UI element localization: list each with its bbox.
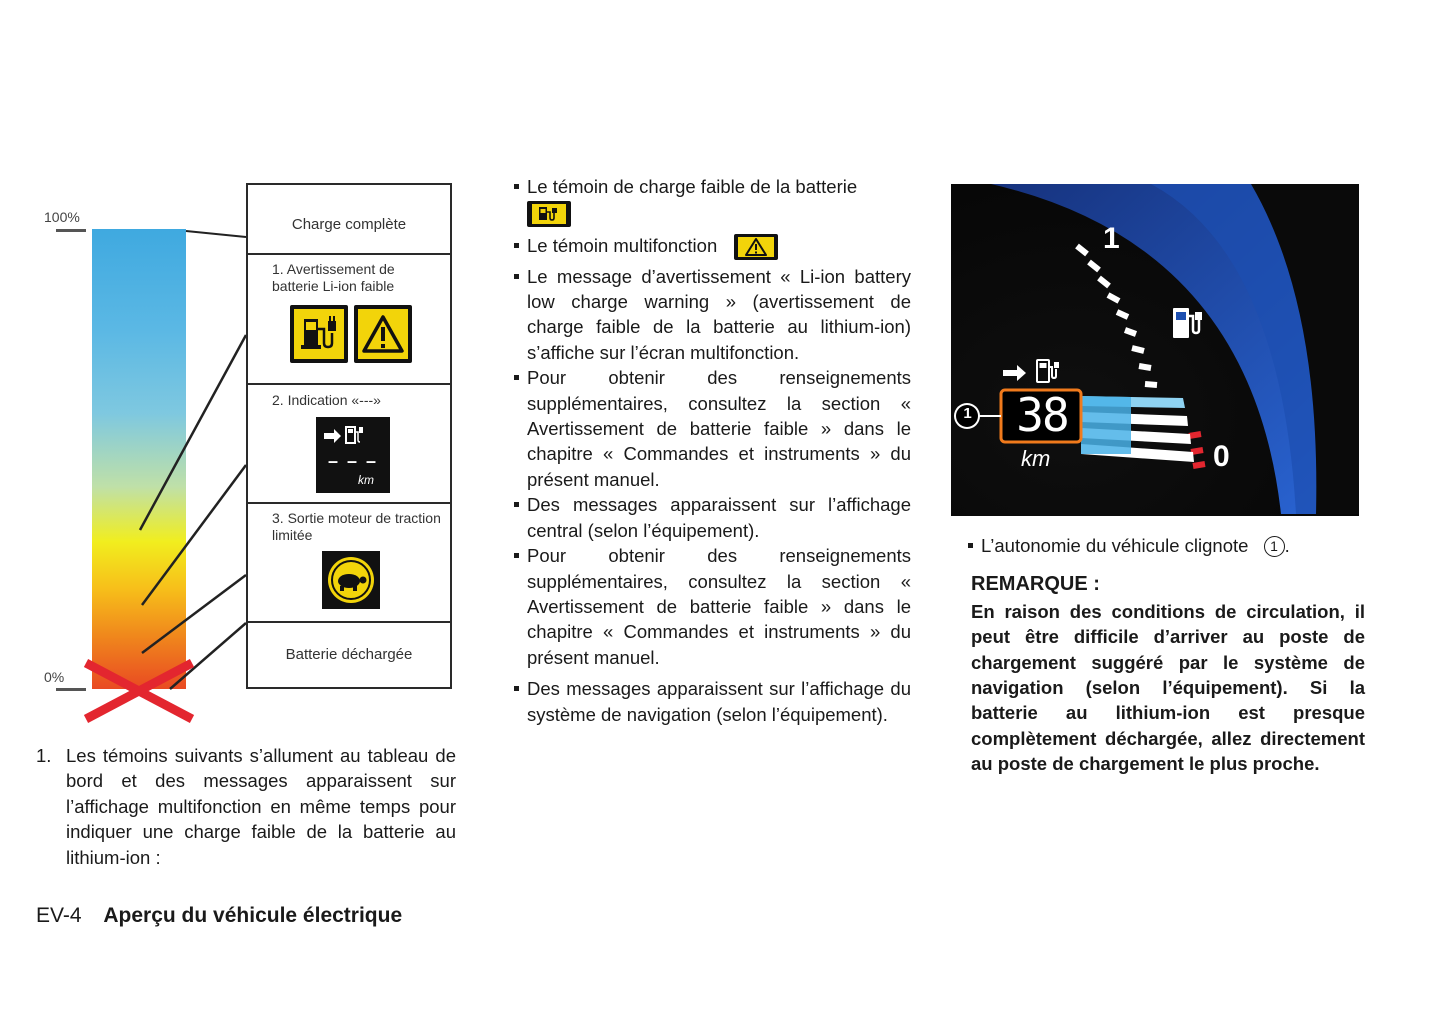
bullet-li-ion-message: Le message d’avertissement « Li-ion battery low charge warning » (avertissement de charge faible de la batterie au lithium-ion) s’affiche sur l’écran multifonction. <box>514 264 911 366</box>
depleted-cross-icon <box>86 663 192 719</box>
remark-body: En raison des conditions de circulation, il peut être difficile d’arriver au poste de chargement suggéré par le système de navigation (selon l’équipement). Si la batterie au lithium-ion est presque complètement déchargée, allez directement au poste de chargement le plus proche. <box>971 600 1365 775</box>
callout-circle: 1 <box>1264 536 1285 557</box>
section-title: Aperçu du véhicule électrique <box>103 904 403 927</box>
intro-paragraph: Les témoins suivants s’allument au tableau de bord et des messages apparaissent sur l’affichage multifonction en même temps pour indiquer une charge faible de la batterie au lithium-ion : <box>66 745 456 868</box>
bullet-text: L’autonomie du véhicule clignote <box>981 535 1249 556</box>
remark-title: REMARQUE : <box>971 573 1100 596</box>
bullet-multifunction-indicator <box>514 233 911 260</box>
dash-readout: – – – <box>327 451 379 471</box>
km-label: km <box>358 473 374 487</box>
bullet-text: Le témoin de charge faible de la batterie <box>527 176 858 197</box>
label-0-percent: 0% <box>44 669 65 685</box>
ev-charge-inline-icon <box>527 201 571 227</box>
range-meter-photo <box>951 184 1359 516</box>
battery-empty-label: Batterie déchargée <box>285 646 413 663</box>
item-dash-indication: 2. Indication «---» <box>272 392 381 408</box>
ev-charge-icon <box>290 305 348 363</box>
bullet-low-charge-indicator <box>514 174 911 227</box>
right-column <box>968 533 1365 777</box>
ev-charge-warning-tile <box>290 305 348 363</box>
page-footer <box>36 904 402 928</box>
middle-column <box>514 174 911 727</box>
label-100-percent: 100% <box>44 209 80 225</box>
bullet-end: . <box>1284 535 1290 556</box>
range-unit: km <box>1021 446 1051 471</box>
meter-graphic <box>951 184 1359 516</box>
turtle-tile <box>322 551 380 609</box>
battery-charge-diagram <box>30 175 460 735</box>
list-number: 1. <box>36 745 52 766</box>
bullet-range-flashes <box>968 533 1365 558</box>
bullet-more-info-2: Pour obtenir des renseignements supplémentaires, consultez la section « Avertissement de batterie faible » dans le chapitre « Commandes et instruments » du présent manuel. <box>514 543 911 670</box>
item-low-battery-warning: 1. Avertissement de batterie Li-ion faible <box>272 261 395 294</box>
warning-triangle-icon <box>354 305 412 363</box>
turtle-icon <box>322 551 380 609</box>
bullet-more-info-1: Pour obtenir des renseignements supplémentaires, consultez la section « Avertissement de batterie faible » dans le chapitre « Commandes et instruments » du présent manuel. <box>514 365 911 492</box>
range-dash-display-tile <box>316 417 390 493</box>
item-limited-power: 3. Sortie moteur de traction limitée <box>272 510 441 543</box>
bullet-text: Le témoin multifonction <box>527 234 718 256</box>
left-column <box>36 743 456 870</box>
callout-number: 1 <box>963 405 972 422</box>
warning-inline-icon <box>734 234 778 260</box>
page-code: EV-4 <box>36 904 82 927</box>
scale-label-top: 1 <box>1103 222 1120 255</box>
bullet-navigation-display: Des messages apparaissent sur l’affichage du système de navigation (selon l’équipement). <box>514 676 911 727</box>
indicator-panel <box>246 183 452 689</box>
master-warning-tile <box>354 305 412 363</box>
range-value: 38 <box>1016 388 1068 442</box>
scale-label-bottom: 0 <box>1213 440 1230 473</box>
bullet-central-display: Des messages apparaissent sur l’affichage central (selon l’équipement). <box>514 492 911 543</box>
charge-full-label: Charge complète <box>291 216 407 233</box>
